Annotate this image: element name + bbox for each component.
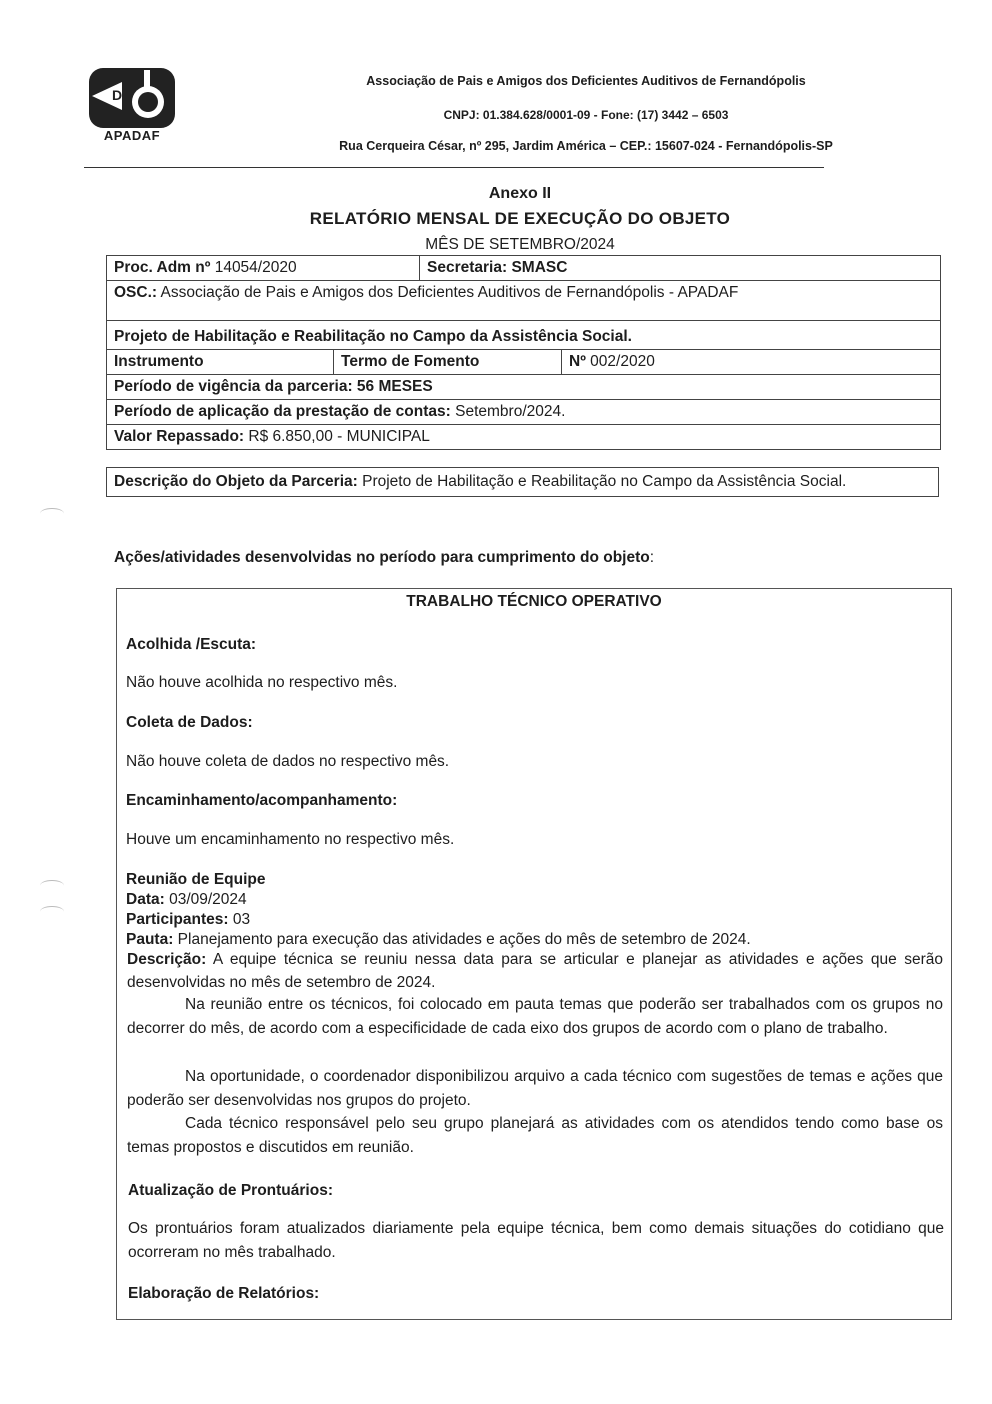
numero-label: Nº bbox=[569, 353, 586, 370]
pauta-label: Pauta: bbox=[126, 931, 174, 948]
termo-fomento: Termo de Fomento bbox=[333, 350, 561, 374]
trabalho-box bbox=[116, 588, 952, 1320]
address-line: Rua Cerqueira César, nº 295, Jardim América – CEP.: 15607-024 - Fernandópolis-SP bbox=[339, 139, 833, 153]
report-month: MÊS DE SETEMBRO/2024 bbox=[425, 236, 615, 253]
pauta-value: Planejamento para execução das atividades e ações do mês de setembro de 2024. bbox=[173, 931, 751, 948]
relatorios-title: Elaboração de Relatórios: bbox=[128, 1285, 320, 1302]
proc-cell bbox=[107, 256, 419, 280]
reuniao-descricao bbox=[127, 948, 943, 994]
reuniao-title: Reunião de Equipe bbox=[126, 871, 266, 888]
scan-mark bbox=[40, 508, 64, 519]
valor-label: Valor Repassado: bbox=[114, 428, 245, 445]
vigencia: Período de vigência da parceria: 56 MESES bbox=[107, 375, 940, 400]
proc-label: Proc. Adm nº bbox=[114, 259, 211, 276]
reuniao-pauta bbox=[126, 930, 751, 950]
trabalho-title: TRABALHO TÉCNICO OPERATIVO bbox=[406, 593, 662, 610]
report-title: RELATÓRIO MENSAL DE EXECUÇÃO DO OBJETO bbox=[309, 209, 731, 228]
proc-value: 14054/2020 bbox=[210, 259, 297, 276]
coleta-text: Não houve coleta de dados no respectivo mês. bbox=[126, 753, 450, 770]
valor-value: R$ 6.850,00 - MUNICIPAL bbox=[244, 428, 430, 445]
projeto: Projeto de Habilitação e Reabilitação no Campo da Assistência Social. bbox=[107, 321, 940, 350]
osc-label: OSC.: bbox=[114, 284, 158, 301]
acoes-label: Ações/atividades desenvolvidas no período para cumprimento do objeto bbox=[114, 549, 650, 566]
annex-title: Anexo II bbox=[488, 185, 552, 202]
reuniao-participantes bbox=[126, 910, 250, 930]
row-aplicacao bbox=[107, 400, 940, 425]
reuniao-data bbox=[126, 890, 247, 910]
instrumento: Instrumento bbox=[114, 353, 204, 370]
acolhida-text: Não houve acolhida no respectivo mês. bbox=[126, 674, 398, 691]
prontuarios-text: Os prontuários foram atualizados diariamente pela equipe técnica, bem como demais situações do cotidiano que ocorreram no mês trabalhado. bbox=[128, 1220, 944, 1261]
encaminhamento-title: Encaminhamento/acompanhamento: bbox=[126, 792, 398, 809]
paragraph-3: Cada técnico responsável pelo seu grupo planejará as atividades com os atendidos tendo como base os temas propostos e discutidos em reunião. bbox=[127, 1115, 943, 1156]
row-osc bbox=[107, 281, 940, 321]
paragraph-1: Na reunião entre os técnicos, foi colocado em pauta temas que poderão ser trabalhados com os grupos no decorrer do mês, de acordo com a especificidade de cada eixo dos grupos de acordo com o plano de trabalho. bbox=[127, 996, 943, 1037]
coleta-title: Coleta de Dados: bbox=[126, 714, 253, 731]
acoes-suffix: : bbox=[649, 549, 655, 566]
descricao-label: Descrição do Objeto da Parceria: bbox=[114, 473, 358, 490]
descricao-text: Projeto de Habilitação e Reabilitação no Campo da Assistência Social. bbox=[357, 473, 847, 490]
aplicacao-value: Setembro/2024. bbox=[450, 403, 566, 420]
descricao-reuniao-value: A equipe técnica se reuniu nessa data para se articular e planejar as atividades e ações que serão desenvolvidas no mês de setembro de 2024. bbox=[127, 951, 943, 991]
info-table bbox=[106, 255, 941, 450]
secretaria: Secretaria: SMASC bbox=[419, 256, 940, 280]
encaminhamento-text: Houve um encaminhamento no respectivo mês. bbox=[126, 831, 455, 848]
scan-mark bbox=[40, 906, 64, 917]
acolhida-title: Acolhida /Escuta: bbox=[126, 636, 257, 653]
acoes-heading bbox=[114, 549, 654, 567]
participantes-label: Participantes: bbox=[126, 911, 229, 928]
aplicacao-label: Período de aplicação da prestação de contas: bbox=[114, 403, 451, 420]
numero-cell bbox=[561, 350, 940, 374]
participantes-value: 03 bbox=[228, 911, 251, 928]
svg-text:D: D bbox=[112, 87, 123, 103]
cnpj-line: CNPJ: 01.384.628/0001-09 - Fone: (17) 3442 – 6503 bbox=[443, 108, 729, 122]
paragraph-2: Na oportunidade, o coordenador disponibilizou arquivo a cada técnico com sugestões de temas e ações que poderão ser desenvolvidas nos grupos do projeto. bbox=[127, 1068, 943, 1109]
org-name: Associação de Pais e Amigos dos Deficientes Auditivos de Fernandópolis bbox=[366, 74, 806, 88]
row-proc bbox=[107, 256, 940, 281]
scan-mark bbox=[40, 880, 64, 891]
descricao-reuniao-label: Descrição: bbox=[127, 951, 207, 968]
data-label: Data: bbox=[126, 891, 165, 908]
data-value: 03/09/2024 bbox=[164, 891, 247, 908]
descricao-box bbox=[106, 467, 939, 497]
header-divider bbox=[84, 167, 824, 168]
row-valor bbox=[107, 425, 940, 450]
logo-text: APADAF bbox=[103, 128, 161, 143]
prontuarios-title: Atualização de Prontuários: bbox=[128, 1182, 333, 1199]
osc-value: Associação de Pais e Amigos dos Deficientes Auditivos de Fernandópolis - APADAF bbox=[157, 284, 739, 301]
numero-value: 002/2020 bbox=[585, 353, 655, 370]
row-instrumento bbox=[107, 350, 940, 375]
